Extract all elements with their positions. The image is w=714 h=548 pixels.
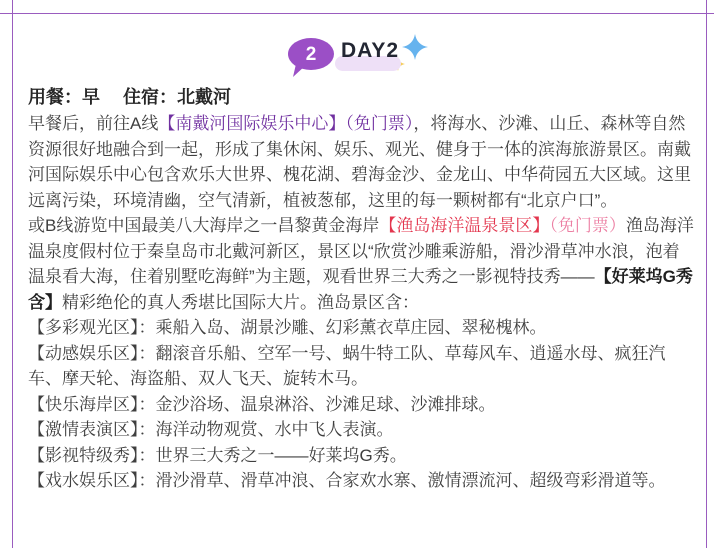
day-label: DAY2: [341, 39, 400, 62]
frame-left-border: [12, 0, 13, 548]
route-a-description: ，将海水、沙滩、山丘、森林等自然资源很好地融合到一起，形成了集休闲、娱乐、观光、健身于一体的滨海旅游景区。南戴河国际娱乐中心包含欢乐大世界、槐花湖、碧海金沙、金龙山、中华荷园五大区域。这里远离污染，环境清幽，空气清新，植被葱郁，这里的每一颗树都有“北京户口”。: [28, 114, 691, 210]
zone-line-sightseeing: 【多彩观光区】：乘船入岛、湖景沙雕、幻彩薰衣草庄园、翠秘槐林。: [28, 318, 547, 337]
day-number: 2: [305, 43, 317, 65]
sparkle-blue-icon: [402, 34, 428, 60]
route-b-show-name: 【好莱坞G秀含】: [28, 267, 693, 312]
meals-lodging-line: 用餐：早 住宿：北戴河: [28, 87, 231, 107]
route-b-paragraph: [28, 213, 696, 315]
zone-line-beach: 【快乐海岸区】：金沙浴场、温泉淋浴、沙滩足球、沙滩排球。: [28, 394, 496, 414]
route-b-lead: 或B线游览中国最美八大海岸之一昌黎黄金海岸: [28, 216, 380, 235]
route-a-paragraph: [28, 111, 696, 213]
day-number-bubble: [288, 38, 334, 70]
zone-line-waterplay: 【戏水娱乐区】：滑沙滑草、滑草冲浪、合家欢水寨、激情漂流河、超级弯彩滑道等。: [28, 471, 666, 490]
zone-line-rides: 【动感娱乐区】：翻滚音乐船、空军一号、蜗牛特工队、草莓风车、逍遥水母、疯狂汽车、摩天轮、海盗船、双人飞天、旋转木马。: [28, 343, 666, 388]
zone-line-performance: 【激情表演区】：海洋动物观赏、水中飞人表演。: [28, 420, 394, 439]
frame-right-border: [706, 0, 707, 548]
route-b-scenic-name: 【渔岛海洋温泉景区】: [379, 216, 550, 235]
frame-top-border: [0, 13, 714, 14]
zone-line-show: 【影视特级秀】：世界三大秀之一——好莱坞G秀。: [28, 445, 407, 465]
route-a-attraction-highlight: 【南戴河国际娱乐中心】（免门票）: [158, 114, 414, 133]
route-b-description: 渔岛海洋温泉度假村位于秦皇岛市北戴河新区，景区以“欣赏沙雕乘游船，滑沙滑草冲水浪，泡着温泉看大海，住着别墅吃海鲜”为主题，观看世界三大秀之一影视特技秀——: [28, 216, 694, 286]
route-b-free-ticket: （免门票）: [549, 216, 626, 235]
itinerary-content: [28, 84, 696, 494]
route-b-tail: 精彩绝伦的真人秀堪比国际大片。渔岛景区含：: [62, 292, 419, 312]
route-a-lead: 早餐后，前往A线: [28, 114, 159, 133]
day2-badge: [288, 38, 438, 80]
